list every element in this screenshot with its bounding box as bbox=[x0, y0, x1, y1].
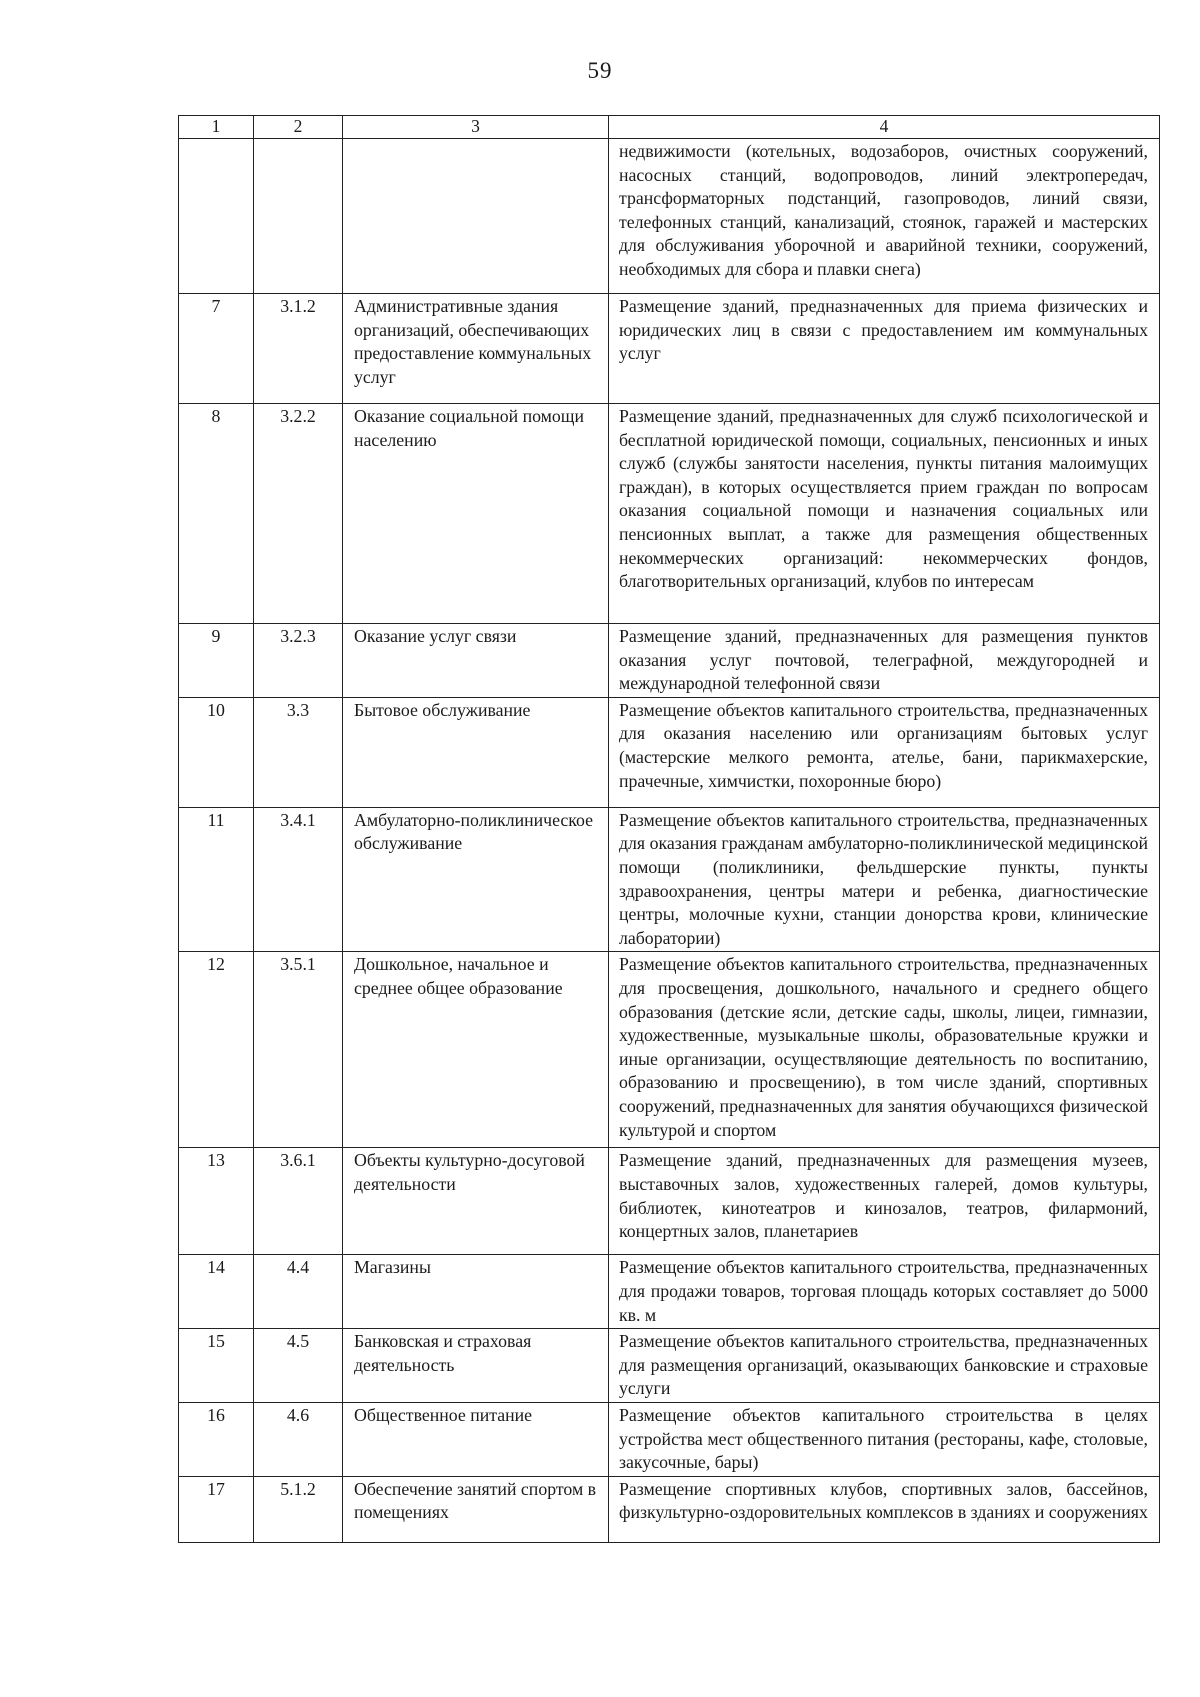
use-type-description-cell: Размещение объектов капитального строительства, предназначенных для оказания гражданам амбулаторно-поликлинической медицинской помощи (поликлиники, фельдшерские пункты, пункты здравоохранения, центры матери и ребенка, диагностические центры, молочные кухни, станции донорства крови, клинические лаборатории) bbox=[609, 807, 1160, 952]
use-type-description-cell: недвижимости (котельных, водозаборов, очистных сооружений, насосных станций, водопроводов, линий электропередач, трансформаторных подстанций, газопроводов, линий связи, телефонных станций, канализаций, стоянок, гаражей и мастерских для обслуживания уборочной и аварийной техники, сооружений, необходимых для сбора и плавки снега) bbox=[609, 139, 1160, 294]
use-type-description-cell: Размещение зданий, предназначенных для размещения пунктов оказания услуг почтовой, телеграфной, междугородней и международной телефонной связи bbox=[609, 624, 1160, 698]
table-row bbox=[179, 1402, 1160, 1476]
use-type-description-cell: Размещение объектов капитального строительства, предназначенных для продажи товаров, торговая площадь которых составляет до 5000 кв. м bbox=[609, 1255, 1160, 1329]
use-type-description-cell: Размещение объектов капитального строительства, предназначенных для размещения организаций, оказывающих банковские и страховые услуги bbox=[609, 1329, 1160, 1403]
row-number-cell: 13 bbox=[179, 1148, 254, 1255]
use-type-name-cell: Общественное питание bbox=[343, 1402, 609, 1476]
table-row bbox=[179, 807, 1160, 952]
classification-code-cell: 3.1.2 bbox=[254, 294, 343, 404]
use-type-name-cell: Объекты культурно-досуговой деятельности bbox=[343, 1148, 609, 1255]
row-number-cell: 16 bbox=[179, 1402, 254, 1476]
use-type-name-cell: Обеспечение занятий спортом в помещениях bbox=[343, 1476, 609, 1542]
use-type-name-cell: Дошкольное, начальное и среднее общее образование bbox=[343, 952, 609, 1148]
classification-code-cell: 4.5 bbox=[254, 1329, 343, 1403]
row-number-cell bbox=[179, 139, 254, 294]
use-type-name-cell: Административные здания организаций, обеспечивающих предоставление коммунальных услуг bbox=[343, 294, 609, 404]
use-type-description-cell: Размещение объектов капитального строительства в целях устройства мест общественного питания (рестораны, кафе, столовые, закусочные, бары) bbox=[609, 1402, 1160, 1476]
header-cell-1: 1 bbox=[179, 116, 254, 139]
row-number-cell: 12 bbox=[179, 952, 254, 1148]
table-row bbox=[179, 139, 1160, 294]
classification-code-cell: 3.2.2 bbox=[254, 404, 343, 624]
header-cell-4: 4 bbox=[609, 116, 1160, 139]
land-use-table bbox=[178, 115, 1160, 1543]
table-row bbox=[179, 697, 1160, 807]
use-type-name-cell: Банковская и страховая деятельность bbox=[343, 1329, 609, 1403]
use-type-description-cell: Размещение объектов капитального строительства, предназначенных для просвещения, дошкольного, начального и среднего общего образования (детские ясли, детские сады, школы, лицеи, гимназии, художественные, музыкальные школы, образовательные кружки и иные организации, осуществляющие деятельность по воспитанию, образованию и просвещению), в том числе зданий, спортивных сооружений, предназначенных для занятия обучающихся физической культурой и спортом bbox=[609, 952, 1160, 1148]
use-type-description-cell: Размещение зданий, предназначенных для служб психологической и бесплатной юридической помощи, социальных, пенсионных и иных служб (службы занятости населения, пункты питания малоимущих граждан), в которых осуществляется прием граждан по вопросам оказания социальной помощи и назначения социальных или пенсионных выплат, а также для размещения общественных некоммерческих организаций: некоммерческих фондов, благотворительных организаций, клубов по интересам bbox=[609, 404, 1160, 624]
use-type-name-cell: Бытовое обслуживание bbox=[343, 697, 609, 807]
row-number-cell: 14 bbox=[179, 1255, 254, 1329]
table-row bbox=[179, 952, 1160, 1148]
classification-code-cell: 3.4.1 bbox=[254, 807, 343, 952]
table-row bbox=[179, 1255, 1160, 1329]
row-number-cell: 8 bbox=[179, 404, 254, 624]
row-number-cell: 7 bbox=[179, 294, 254, 404]
header-cell-3: 3 bbox=[343, 116, 609, 139]
header-cell-2: 2 bbox=[254, 116, 343, 139]
classification-code-cell: 3.3 bbox=[254, 697, 343, 807]
use-type-description-cell: Размещение спортивных клубов, спортивных залов, бассейнов, физкультурно-оздоровительных комплексов в зданиях и сооружениях bbox=[609, 1476, 1160, 1542]
row-number-cell: 11 bbox=[179, 807, 254, 952]
table-row bbox=[179, 1148, 1160, 1255]
use-type-name-cell: Оказание социальной помощи населению bbox=[343, 404, 609, 624]
use-type-description-cell: Размещение зданий, предназначенных для приема физических и юридических лиц в связи с предоставлением им коммунальных услуг bbox=[609, 294, 1160, 404]
row-number-cell: 17 bbox=[179, 1476, 254, 1542]
use-type-description-cell: Размещение зданий, предназначенных для размещения музеев, выставочных залов, художественных галерей, домов культуры, библиотек, кинотеатров и кинозалов, театров, филармоний, концертных залов, планетариев bbox=[609, 1148, 1160, 1255]
classification-code-cell: 3.2.3 bbox=[254, 624, 343, 698]
row-number-cell: 15 bbox=[179, 1329, 254, 1403]
classification-code-cell: 5.1.2 bbox=[254, 1476, 343, 1542]
use-type-name-cell: Оказание услуг связи bbox=[343, 624, 609, 698]
table-row bbox=[179, 1329, 1160, 1403]
classification-code-cell: 4.4 bbox=[254, 1255, 343, 1329]
use-type-description-cell: Размещение объектов капитального строительства, предназначенных для оказания населению или организациям бытовых услуг (мастерские мелкого ремонта, ателье, бани, парикмахерские, прачечные, химчистки, похоронные бюро) bbox=[609, 697, 1160, 807]
table-row bbox=[179, 404, 1160, 624]
table-row bbox=[179, 624, 1160, 698]
classification-code-cell bbox=[254, 139, 343, 294]
table-header-row bbox=[179, 116, 1160, 139]
classification-code-cell: 3.6.1 bbox=[254, 1148, 343, 1255]
table-row bbox=[179, 1476, 1160, 1542]
page-number: 59 bbox=[587, 58, 613, 83]
use-type-name-cell: Магазины bbox=[343, 1255, 609, 1329]
row-number-cell: 9 bbox=[179, 624, 254, 698]
classification-code-cell: 4.6 bbox=[254, 1402, 343, 1476]
row-number-cell: 10 bbox=[179, 697, 254, 807]
use-type-name-cell: Амбулаторно-поликлиническое обслуживание bbox=[343, 807, 609, 952]
table-row bbox=[179, 294, 1160, 404]
use-type-name-cell bbox=[343, 139, 609, 294]
classification-code-cell: 3.5.1 bbox=[254, 952, 343, 1148]
